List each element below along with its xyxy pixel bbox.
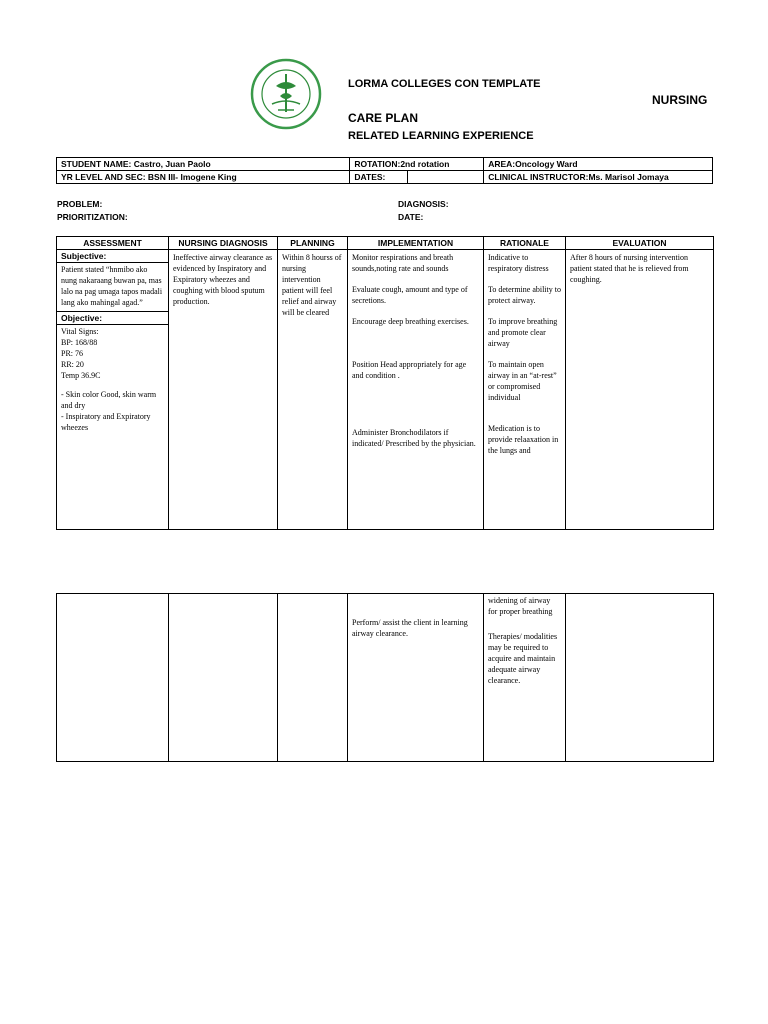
- implementation-cell-cont: [348, 594, 484, 762]
- dates-value: [408, 171, 484, 184]
- col-implementation: IMPLEMENTATION: [348, 237, 484, 250]
- diagnosis-label: DIAGNOSIS:: [398, 199, 449, 209]
- rationale-item: widening of airway for proper breathing: [488, 596, 553, 616]
- implementation-item: Administer Bronchodilators if indicated/ Prescribed by the physician.: [352, 428, 476, 448]
- implementation-item: Encourage deep breathing exercises.: [352, 317, 469, 326]
- objective-section: [57, 325, 168, 434]
- rationale-item: Medication is to provide relaaxation in the lungs and: [488, 424, 559, 455]
- rationale-item: To determine ability to protect airway.: [488, 285, 561, 305]
- col-nursing-diagnosis: NURSING DIAGNOSIS: [169, 237, 278, 250]
- col-rationale: RATIONALE: [484, 237, 566, 250]
- care-plan-title: CARE PLAN: [348, 111, 419, 125]
- care-plan-continuation-table: [56, 593, 714, 762]
- implementation-item: Perform/ assist the client in learning airway clearance.: [352, 618, 468, 638]
- clinical-instructor: CLINICAL INSTRUCTOR:Ms. Marisol Jomaya: [484, 171, 713, 184]
- col-evaluation: EVALUATION: [566, 237, 714, 250]
- problem-label: PROBLEM:: [57, 199, 103, 209]
- area: AREA:Oncology Ward: [484, 158, 713, 171]
- objective-label: Objective:: [57, 312, 168, 325]
- care-plan-table: [56, 236, 714, 530]
- rationale-item: To improve breathing and promote clear airway: [488, 317, 558, 348]
- rr-value: RR: 20: [61, 360, 84, 369]
- subjective-label: Subjective:: [57, 250, 168, 263]
- date-label: DATE:: [398, 212, 424, 222]
- year-level-section: YR LEVEL AND SEC: BSN III- Imogene King: [57, 171, 350, 184]
- rationale-cell: [484, 250, 566, 530]
- planning-text: Within 8 hourss of nursing intervention patient will feel relief and airway will be cleared: [278, 250, 348, 530]
- wheezes-text: - Inspiratory and Expiratory wheezes: [61, 412, 151, 432]
- rationale-cell-cont: [484, 594, 566, 762]
- vital-signs-title: Vital Signs:: [61, 327, 99, 336]
- rationale-item: To maintain open airway in an “at-rest” or compromised individual: [488, 360, 557, 402]
- template-title: LORMA COLLEGES CON TEMPLATE: [348, 78, 541, 90]
- student-name: STUDENT NAME: Castro, Juan Paolo: [57, 158, 350, 171]
- assessment-cell-cont: [57, 594, 169, 762]
- nursing-title: NURSING: [652, 93, 708, 107]
- prioritization-label: PRIORITIZATION:: [57, 212, 128, 222]
- implementation-item: Evaluate cough, amount and type of secretions.: [352, 285, 468, 305]
- student-info-table: [56, 157, 713, 184]
- rle-title: RELATED LEARNING EXPERIENCE: [348, 130, 534, 142]
- college-logo: [250, 58, 322, 130]
- assessment-cell: [57, 250, 169, 530]
- dates-label: DATES:: [350, 171, 408, 184]
- implementation-cell: [348, 250, 484, 530]
- rationale-item: Indicative to respiratory distress: [488, 253, 549, 273]
- pr-value: PR: 76: [61, 349, 84, 358]
- diagnosis-cell-cont: [169, 594, 278, 762]
- skin-text: - Skin color Good, skin warm and dry: [61, 390, 157, 410]
- temp-value: Temp 36.9C: [61, 371, 101, 380]
- implementation-item: Monitor respirations and breath sounds,noting rate and sounds: [352, 253, 454, 273]
- rotation: ROTATION:2nd rotation: [350, 158, 484, 171]
- nursing-diagnosis-text: Ineffective airway clearance as evidenced by Inspiratory and Expiratory wheezes and coughing with blood sputum production.: [169, 250, 278, 530]
- evaluation-cell-cont: [566, 594, 714, 762]
- implementation-item: Position Head appropriately for age and condition .: [352, 360, 467, 380]
- evaluation-text: After 8 hours of nursing intervention patient stated that he is relieved from coughing.: [566, 250, 714, 530]
- bp-value: BP: 168/88: [61, 338, 98, 347]
- col-assessment: ASSESSMENT: [57, 237, 169, 250]
- col-planning: PLANNING: [278, 237, 348, 250]
- rationale-item: Therapies/ modalities may be required to acquire and maintain adequate airway clearance.: [488, 632, 558, 685]
- subjective-text: Patient stated “hnmibo ako nung nakaraang buwan pa, mas lalo na pag umaga tapos madali lang ako mahingal agad.”: [57, 263, 168, 312]
- planning-cell-cont: [278, 594, 348, 762]
